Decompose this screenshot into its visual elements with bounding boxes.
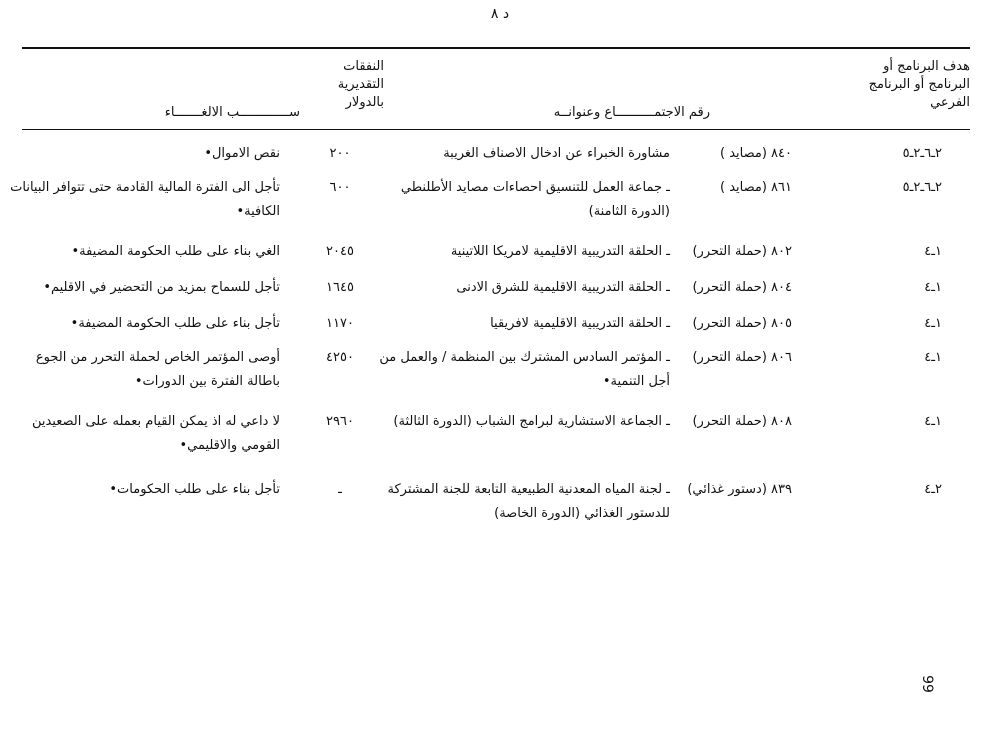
cost-cell: ٢٩٦٠ xyxy=(326,414,354,429)
meeting-number-cell: ٨٤٠ (مصايد ) xyxy=(719,146,792,161)
cost-cell: ٢٠٠ xyxy=(329,146,351,161)
cost-cell: ـ xyxy=(338,482,342,497)
goal-cell: ١ـ٤ xyxy=(924,280,942,295)
meeting-number-cell: ٨٣٩ (دستور غذائي) xyxy=(687,482,792,497)
reason-cell: تأجل الى الفترة المالية القادمة حتى تتوافر البيانات الكافية• xyxy=(10,180,280,219)
meeting-title-cell: ـ الجماعة الاستشارية لبرامج الشباب (الدورة الثالثة) xyxy=(393,414,670,429)
header-goal: هدف البرنامج أو البرنامج أو البرنامج الفرعي xyxy=(868,59,970,110)
meeting-number-cell: ٨٦١ (مصايد ) xyxy=(719,180,792,195)
meeting-number-cell: ٨٠٢ (حملة التحرر) xyxy=(692,244,792,259)
reason-cell: تأجل للسماح بمزيد من التحضير في الاقليم• xyxy=(43,280,280,295)
page-marker: د ٨ xyxy=(490,6,510,22)
cost-cell: ١٦٤٥ xyxy=(326,280,354,295)
meeting-title-cell: مشاورة الخبراء عن ادخال الاصناف الغريبة xyxy=(443,146,670,161)
goal-cell: ٢ـ٤ xyxy=(924,482,942,497)
meeting-title-cell: ـ المؤتمر السادس المشترك بين المنظمة / والعمل من أجل التنمية• xyxy=(379,350,670,389)
goal-cell: ١ـ٤ xyxy=(924,316,942,331)
meeting-title-cell: ـ الحلقة التدريبية الاقليمية لافريقيا xyxy=(490,316,670,331)
top-rule xyxy=(22,47,970,49)
meeting-number-cell: ٨٠٦ (حملة التحرر) xyxy=(692,350,792,365)
header-reason: ســـــــــــــب الالغـــــــاء xyxy=(164,105,300,120)
header-rule xyxy=(22,129,970,130)
meeting-number-cell: ٨٠٤ (حملة التحرر) xyxy=(692,280,792,295)
cost-cell: ٢٠٤٥ xyxy=(326,244,354,259)
goal-cell: ٢ـ٦ـ٢ـ٥ xyxy=(902,180,942,195)
meeting-number-cell: ٨٠٥ (حملة التحرر) xyxy=(692,316,792,331)
meeting-title-cell: ـ الحلقة التدريبية الاقليمية لامريكا اللاتينية xyxy=(450,244,670,259)
reason-cell: لا داعي له اذ يمكن القيام بعمله على الصعيدين القومي والاقليمي• xyxy=(31,414,280,453)
meeting-number-cell: ٨٠٨ (حملة التحرر) xyxy=(692,414,792,429)
goal-cell: ١ـ٤ xyxy=(924,350,942,365)
reason-cell: أوصى المؤتمر الخاص لحملة التحرر من الجوع باطالة الفترة بين الدورات• xyxy=(35,350,280,389)
reason-cell: الغي بناء على طلب الحكومة المضيفة• xyxy=(71,244,280,259)
cost-cell: ١١٧٠ xyxy=(326,316,354,331)
goal-cell: ١ـ٤ xyxy=(924,414,942,429)
page-number: 99 xyxy=(918,675,935,693)
goal-cell: ١ـ٤ xyxy=(924,244,942,259)
header-meeting: رقم الاجتمــــــــــاع وعنوانــه xyxy=(553,105,710,120)
meeting-title-cell: ـ جماعة العمل للتنسيق احصاءات مصايد الأطلنطي (الدورة الثامنة) xyxy=(400,180,670,219)
meeting-title-cell: ـ الحلقة التدريبية الاقليمية للشرق الادنى xyxy=(456,280,670,295)
goal-cell: ٢ـ٦ـ٢ـ٥ xyxy=(902,146,942,161)
cost-cell: ٤٢٥٠ xyxy=(326,350,354,365)
reason-cell: نقص الاموال• xyxy=(204,146,280,161)
cost-cell: ٦٠٠ xyxy=(329,180,351,195)
reason-cell: تأجل بناء على طلب الحكومات• xyxy=(109,482,280,497)
header-cost: النفقات التقديرية بالدولار xyxy=(337,59,384,110)
meeting-title-cell: ـ لجنة المياه المعدنية الطبيعية التابعة للجنة المشتركة للدستور الغذائي (الدورة الخاصة) xyxy=(387,482,670,521)
reason-cell: تأجل بناء على طلب الحكومة المضيفة• xyxy=(70,316,280,331)
